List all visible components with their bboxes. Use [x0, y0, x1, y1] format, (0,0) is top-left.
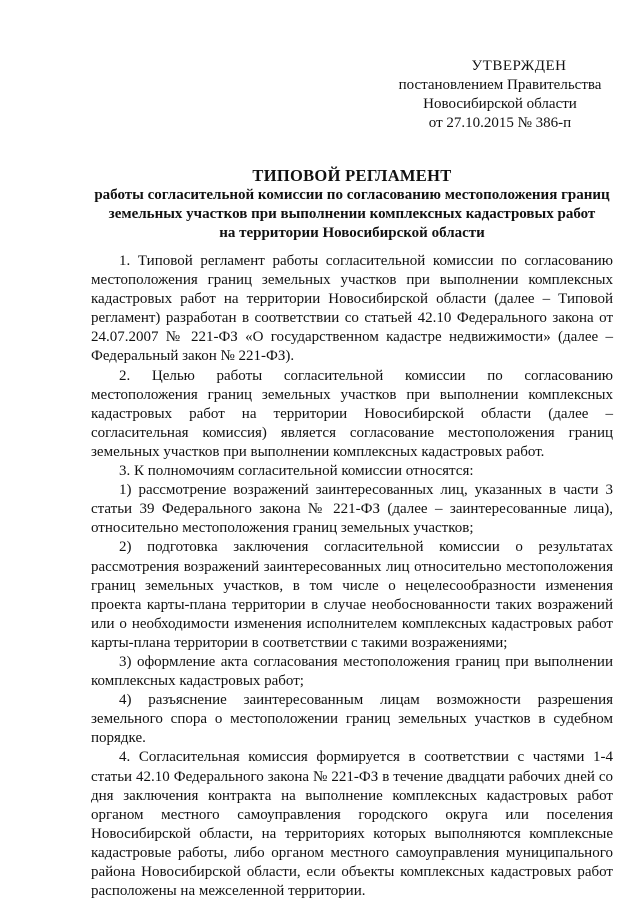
approval-stamp — [395, 57, 605, 133]
paragraph-2: 2. Целью работы согласительной комиссии по согласованию местоположения границ земельных участков при выполнении комплексных кадастровых работ на территории Новосибирской области (далее – согласительная комиссия) является согласование местоположения границ земельных участков при выполнении комплексных кадастровых работ. — [91, 367, 613, 460]
document-subtitle-line: земельных участков при выполнении комплексных кадастровых работ — [108, 206, 596, 222]
paragraph-1: 1. Типовой регламент работы согласительной комиссии по согласованию местоположения границ земельных участков при выполнении комплексных кадастровых работ на территории Новосибирской области (далее – Типовой регламент) разработан в соответствии со статьей 42.10 Федерального закона от 24.07.2007 № 221-ФЗ «О государственном кадастре недвижимости» (далее – Федеральный закон № 221-ФЗ). — [91, 253, 613, 365]
list-item-4: 4) разъяснение заинтересованным лицам возможности разрешения земельного спора о местоположении границ земельных участков в судебном порядке. — [91, 692, 613, 747]
document-subtitle-line: на территории Новосибирской области — [219, 225, 485, 241]
approval-line-resolution: постановлением Правительства — [398, 77, 602, 93]
paragraph-4: 4. Согласительная комиссия формируется в соответствии с частями 1-4 статьи 42.10 Федерального закона № 221-ФЗ в течение двадцати рабочих дней со дня заключения контракта на выполнение комплексных кадастровых работ органом местного самоуправления городского округа или поселения Новосибирской области, на территориях которых выполняются комплексные кадастровые работы, либо органом местного самоуправления муниципального района Новосибирской области, если объекты комплексных кадастровых работ расположены на межселенной территории. — [91, 749, 613, 900]
document-body — [91, 252, 613, 901]
document-title: ТИПОВОЙ РЕГЛАМЕНТ — [252, 166, 452, 185]
approval-title: УТВЕРЖДЕН — [471, 58, 567, 74]
document-subtitle-line: работы согласительной комиссии по согласованию местоположения границ — [94, 187, 610, 203]
approval-line-region: Новосибирской области — [423, 96, 577, 112]
approval-line-date: от 27.10.2015 № 386-п — [428, 115, 572, 131]
list-item-2: 2) подготовка заключения согласительной комиссии о результатах рассмотрения возражений заинтересованных лиц относительно местоположения границ земельных участков, в том числе о нецелесообразности изменения проекта карты-плана территории в случае необоснованности таких возражений или о необходимости изменения исполнителем комплексных кадастровых работ карты-плана территории в соответствии с такими возражениями; — [91, 539, 613, 651]
list-item-1: 1) рассмотрение возражений заинтересованных лиц, указанных в части 3 статьи 39 Федерального закона № 221-ФЗ (далее – заинтересованные лица), относительно местоположения границ земельных участков; — [91, 482, 613, 537]
list-item-3: 3) оформление акта согласования местоположения границ при выполнении комплексных кадастровых работ; — [91, 653, 613, 690]
title-block — [91, 166, 613, 243]
paragraph-3: 3. К полномочиям согласительной комиссии относятся: — [119, 463, 474, 480]
